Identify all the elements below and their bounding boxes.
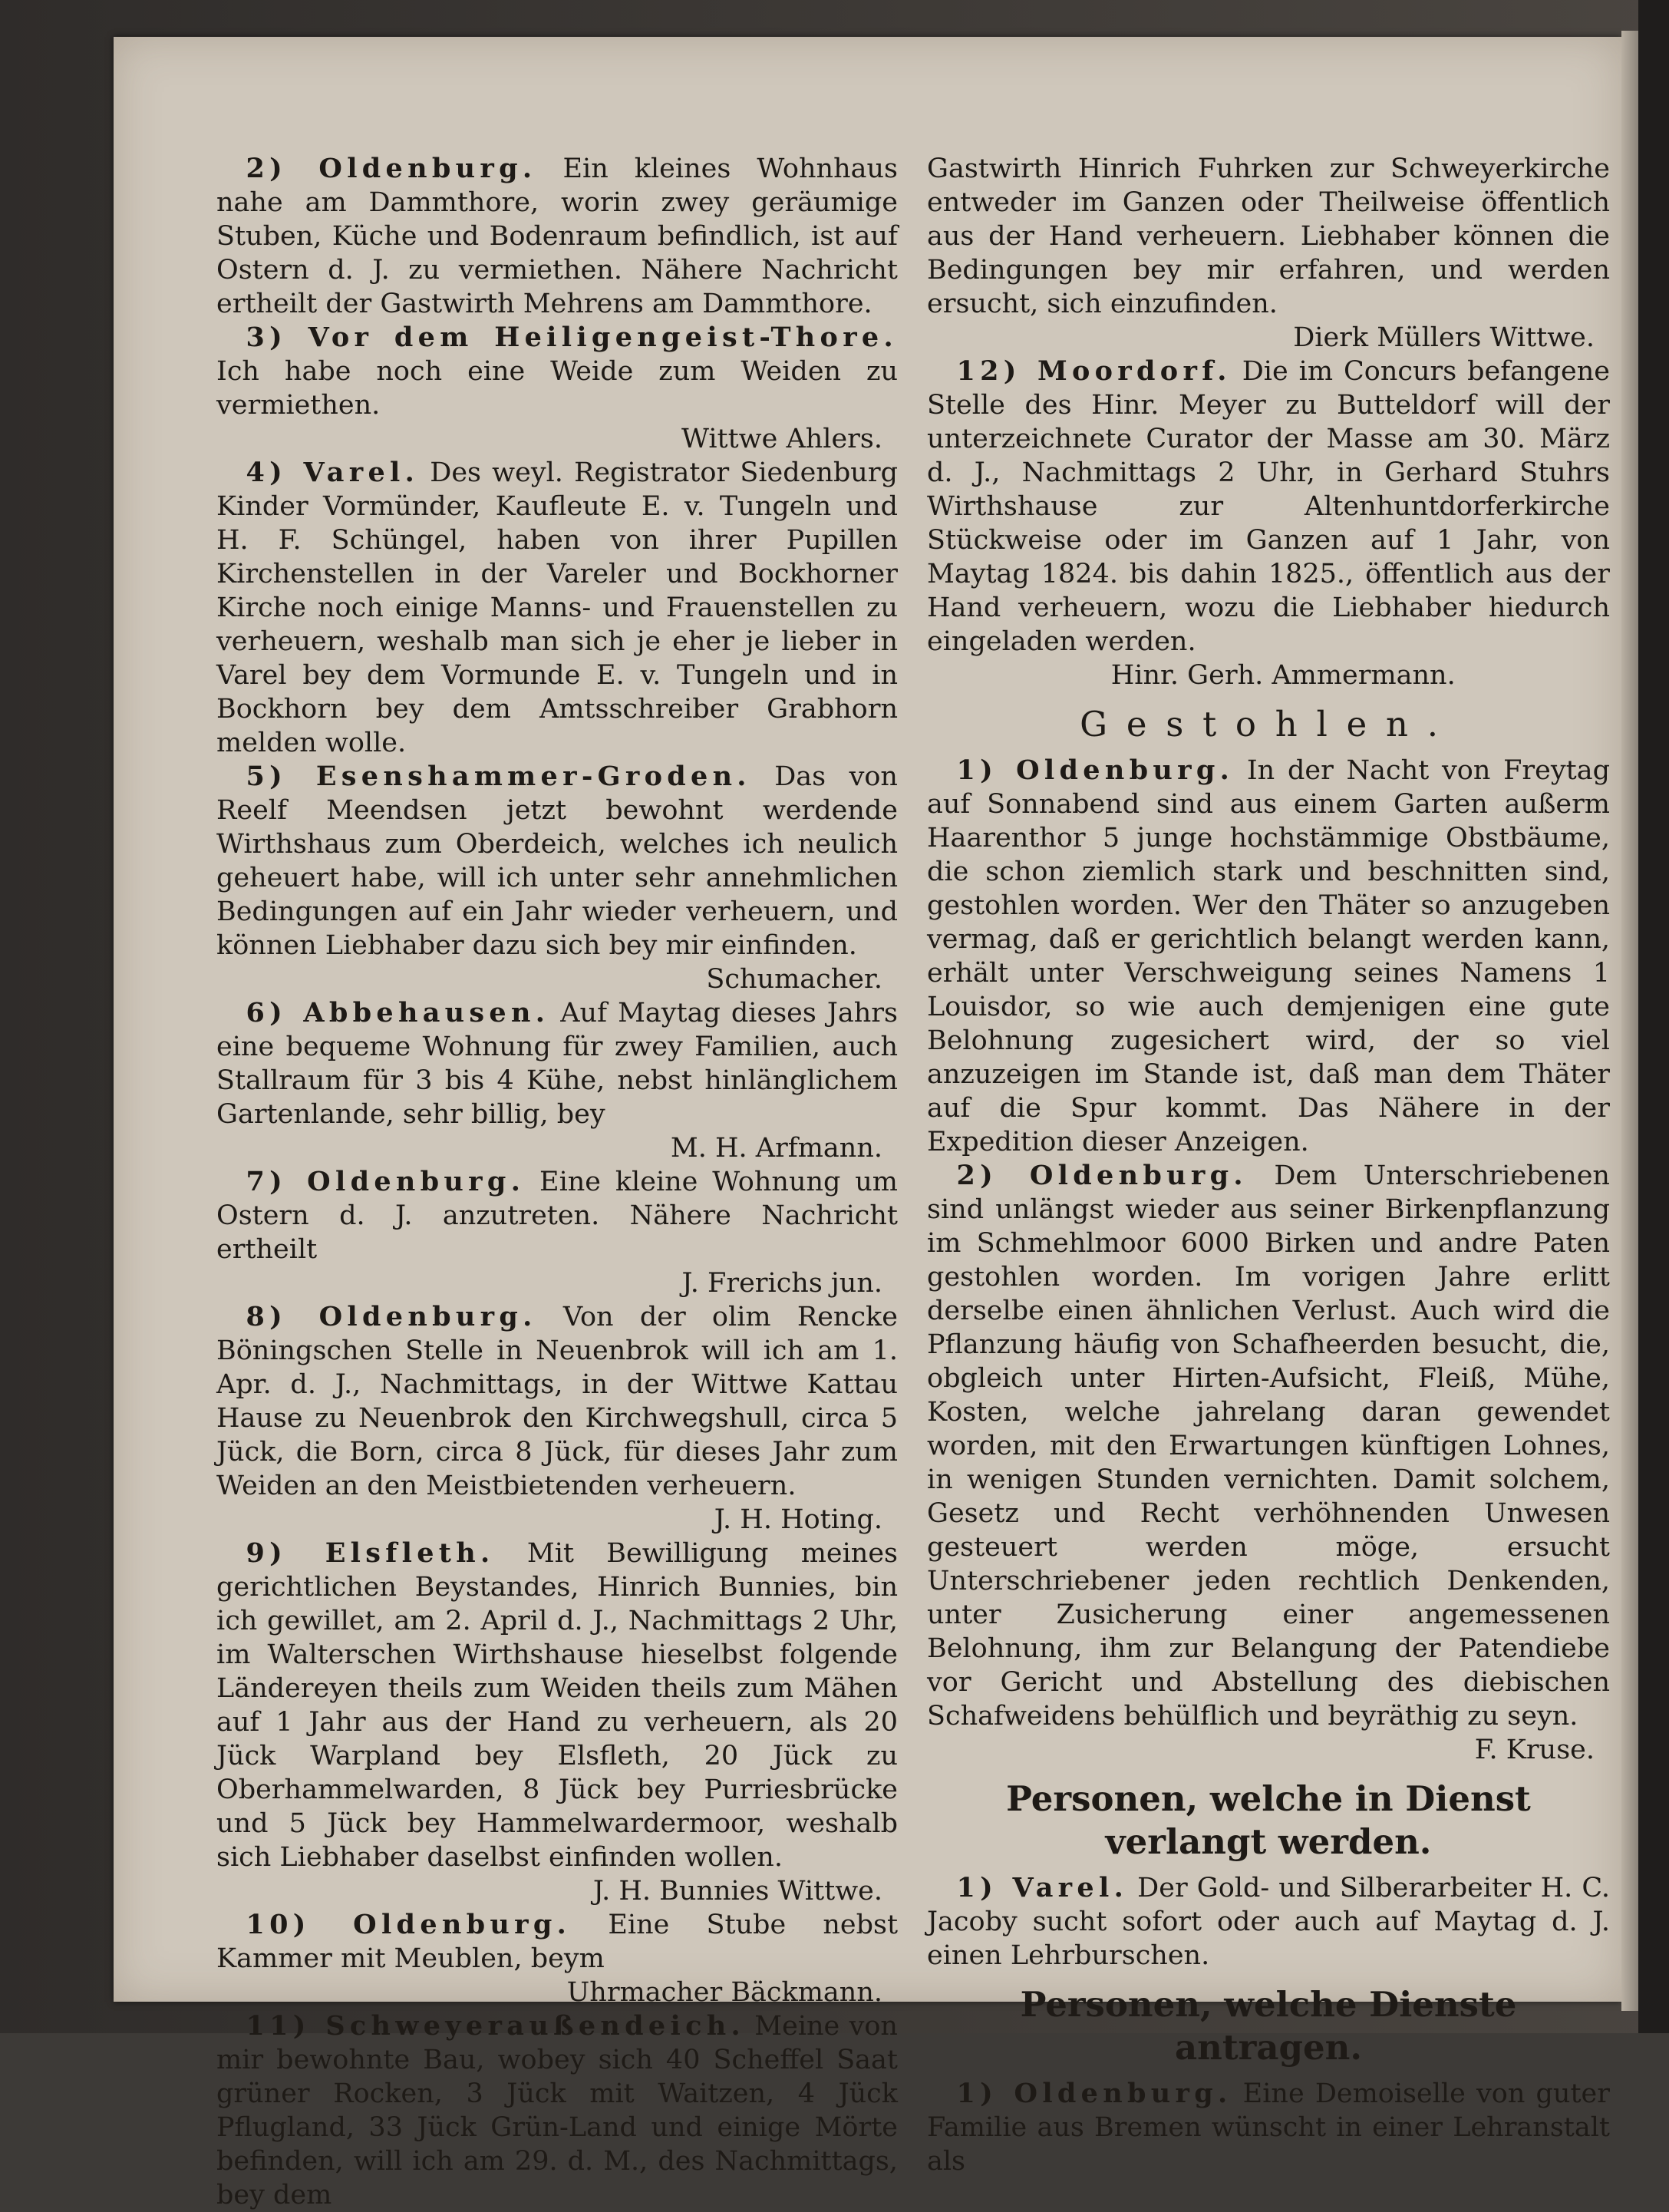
notice-signature: F. Kruse. bbox=[1474, 1735, 1595, 1765]
notice-text: Das von Reelf Meendsen jetzt bewohnt werdende Wirthshaus zum Oberdeich, welches ich neulich geheuert habe, will ich unter sehr annehmlichen Bedingungen auf ein Jahr wieder verheuern, und können Liebhaber dazu sich bey mir einfinden. bbox=[216, 761, 898, 961]
notice-place: 12) Moordorf. bbox=[956, 355, 1232, 387]
right-column bbox=[927, 152, 1610, 2177]
stolen-1 bbox=[927, 754, 1610, 1159]
notice-signature: J. H. Bunnies Wittwe. bbox=[592, 1876, 882, 1907]
notice-11 bbox=[216, 2009, 898, 2212]
notice-2 bbox=[216, 152, 898, 321]
notice-text: Auf Maytag dieses Jahrs eine bequeme Wohnung für zwey Familien, auch Stallraum für 3 bis 4 Kühe, nebst hinlänglichem Gartenlande, sehr billig, bey bbox=[216, 998, 899, 1130]
notice-signature: J. H. Hoting. bbox=[714, 1504, 882, 1535]
notice-10 bbox=[216, 1908, 898, 1976]
notice-place: 5) Esenshammer-Groden. bbox=[246, 761, 751, 792]
notice-place: 11) Schweyeraußendeich. bbox=[246, 2010, 745, 2042]
wanted-1 bbox=[927, 1871, 1610, 1973]
notice-place: 2) Oldenburg. bbox=[956, 1160, 1248, 1191]
notice-text: Der Gold- und Silberarbeiter H. C. Jacoby sucht sofort oder auch auf Maytag d. J. einen Lehrburschen. bbox=[927, 1873, 1610, 1971]
notice-text: Des weyl. Registrator Siedenburg Kinder Vormünder, Kaufleute E. v. Tungeln und H. F. Schüngel, haben von ihrer Pupillen Kirchenstellen in der Vareler und Bockhorner Kirche noch einige Manns- und Frauenstellen zu verheuern, weshalb man sich je eher je lieber in Varel bey dem Vormunde E. v. Tungeln und in Bockhorn bey dem Amtsschreiber Grabhorn melden wolle. bbox=[216, 457, 898, 758]
section-heading-wanted: Personen, welche in Dienst verlangt werden. bbox=[1006, 1778, 1531, 1862]
notice-text: Ein kleines Wohnhaus nahe am Dammthore, worin zwey geräumige Stuben, Küche und Bodenraum befindlich, ist auf Ostern d. J. zu vermiethen. Nähere Nachricht ertheilt der Gastwirth Mehrens am Dammthore. bbox=[216, 154, 898, 319]
notice-text: Eine Demoiselle von guter Familie aus Bremen wünscht in einer Lehranstalt als bbox=[927, 2078, 1610, 2177]
notice-8 bbox=[216, 1300, 898, 1503]
notice-signature: Dierk Müllers Wittwe. bbox=[1293, 322, 1595, 353]
notice-text: Ich habe noch eine Weide zum Weiden zu vermiethen. bbox=[216, 356, 898, 421]
notice-place: 10) Oldenburg. bbox=[246, 1909, 572, 1940]
notice-signature: Uhrmacher Bäckmann. bbox=[566, 1977, 882, 2008]
notice-signature: M. H. Arfmann. bbox=[670, 1133, 882, 1164]
notice-text: Eine Stube nebst Kammer mit Meublen, beym bbox=[216, 1910, 899, 1974]
notice-text: Mit Bewilligung meines gerichtlichen Beystandes, Hinrich Bunnies, bin ich gewillet, am 2. April d. J., Nachmittags 2 Uhr, im Walterschen Wirthshause hieselbst folgende Ländereyen theils zum Weiden theils zum Mähen auf 1 Jahr aus der Hand zu verheuern, als 20 Jück Warpland bey Elsfleth, 20 Jück zu Oberhammelwarden, 8 Jück bey Purriesbrücke und 5 Jück bey Hammelwardermoor, weshalb sich Liebhaber daselbst einfinden wollen. bbox=[216, 1538, 898, 1873]
offer-1 bbox=[927, 2077, 1610, 2178]
notice-text: In der Nacht von Freytag auf Sonnabend sind aus einem Garten außerm Haarenthor 5 junge hochstämmige Obstbäume, die schon ziemlich stark und beschnitten sind, gestohlen worden. Wer den Thäter so anzugeben vermag, daß er gerichtlich belangt werden kann, erhält unter Verschweigung seines Namens 1 Louisdor, so wie auch demjenigen eine gute Belohnung zugesichert wird, der so viel anzuzeigen im Stande ist, daß man dem Thäter auf die Spur kommt. Das Nähere in der Expedition dieser Anzeigen. bbox=[927, 755, 1610, 1157]
notice-text: Die im Concurs befangene Stelle des Hinr. Meyer zu Butteldorf will der unterzeichnete Curator der Masse am 30. März d. J., Nachmittags 2 Uhr, in Gerhard Stuhrs Wirthshause zur Altenhuntdorferkirche Stückweise oder im Ganzen auf 1 Jahr, von Maytag 1824. bis dahin 1825., öffentlich aus der Hand verheuern, wozu die Liebhaber hiedurch eingeladen werden. bbox=[927, 356, 1610, 657]
notice-text: Meine von mir bewohnte Bau, wobey sich 40 Scheffel Saat grüner Rocken, 3 Jück mit Waitzen, 4 Jück Pflugland, 33 Jück Grün-Land und einige Mörte befinden, will ich am 29. d. M., des Nachmittags, bey dem bbox=[216, 2011, 898, 2210]
notice-signature: J. Frerichs jun. bbox=[681, 1268, 882, 1299]
notice-place: 6) Abbehausen. bbox=[246, 997, 550, 1028]
notice-place: 3) Vor dem Heiligengeist-Thore. bbox=[246, 322, 898, 353]
section-heading-offer: Personen, welche Dienste antragen. bbox=[1020, 1984, 1517, 2068]
notice-signature: Wittwe Ahlers. bbox=[681, 424, 882, 454]
notice-text: Von der olim Rencke Böningschen Stelle in Neuenbrok will ich am 1. Apr. d. J., Nachmittags, in der Wittwe Kattau Hause zu Neuenbrok den Kirchwegshull, circa 5 Jück, die Born, circa 8 Jück, für dieses Jahr zum Weiden an den Meistbietenden verheuern. bbox=[216, 1302, 898, 1501]
notice-place: 2) Oldenburg. bbox=[246, 153, 537, 184]
notice-11-continued: Gastwirth Hinrich Fuhrken zur Schweyerkirche entweder im Ganzen oder Theilweise öffentlich aus der Hand verheuern. Liebhaber können die Bedingungen bey mir erfahren, und werden ersucht, sich einzufinden. bbox=[927, 154, 1610, 319]
notice-7 bbox=[216, 1165, 898, 1266]
notice-4 bbox=[216, 456, 898, 760]
notice-12 bbox=[927, 355, 1610, 659]
notice-signature: Schumacher. bbox=[706, 964, 882, 995]
book-binding bbox=[1638, 0, 1669, 2033]
notice-place: 1) Oldenburg. bbox=[956, 2078, 1232, 2109]
left-column bbox=[216, 152, 899, 2210]
notice-place: 9) Elsfleth. bbox=[246, 1537, 495, 1569]
notice-place: 1) Oldenburg. bbox=[956, 754, 1235, 786]
notice-place: 7) Oldenburg. bbox=[246, 1166, 526, 1197]
notice-signature: Hinr. Gerh. Ammermann. bbox=[1110, 660, 1456, 691]
notice-5 bbox=[216, 760, 898, 962]
notice-text: Dem Unterschriebenen sind unlängst wieder aus seiner Birkenpflanzung im Schmehlmoor 6000 Birken und andre Paten gestohlen worden. Im vorigen Jahre erlitt derselbe einen ähnlichen Verlust. Auch wird die Pflanzung häufig von Schafheerden besucht, die, obgleich unter Hirten-Aufsicht, Fleiß, Mühe, Kosten, welche jahrelang daran gewendet worden, mit den Erwartungen künftigen Lohnes, in wenigen Stunden vernichten. Damit solchem, Gesetz und Recht verhöhnenden Unwesen gesteuert werden möge, ersucht Unterschriebener jeden rechtlich Denkenden, unter Zusicherung einer angemessenen Belohnung, ihm zur Belangung der Patendiebe vor Gericht und Abstellung des diebischen Schafweidens behülflich und beyräthig zu seyn. bbox=[927, 1160, 1610, 1732]
notice-place: 1) Varel. bbox=[956, 1872, 1129, 1903]
page-edge bbox=[1621, 31, 1638, 2011]
notice-9 bbox=[216, 1537, 898, 1874]
notice-3 bbox=[216, 321, 898, 422]
section-heading-stolen: Gestohlen. bbox=[1080, 704, 1457, 744]
notice-6 bbox=[216, 996, 898, 1131]
notice-place: 4) Varel. bbox=[246, 457, 420, 488]
notice-place: 8) Oldenburg. bbox=[246, 1301, 537, 1332]
notice-text: Eine kleine Wohnung um Ostern d. J. anzutreten. Nähere Nachricht ertheilt bbox=[216, 1167, 898, 1265]
stolen-2 bbox=[927, 1159, 1610, 1733]
